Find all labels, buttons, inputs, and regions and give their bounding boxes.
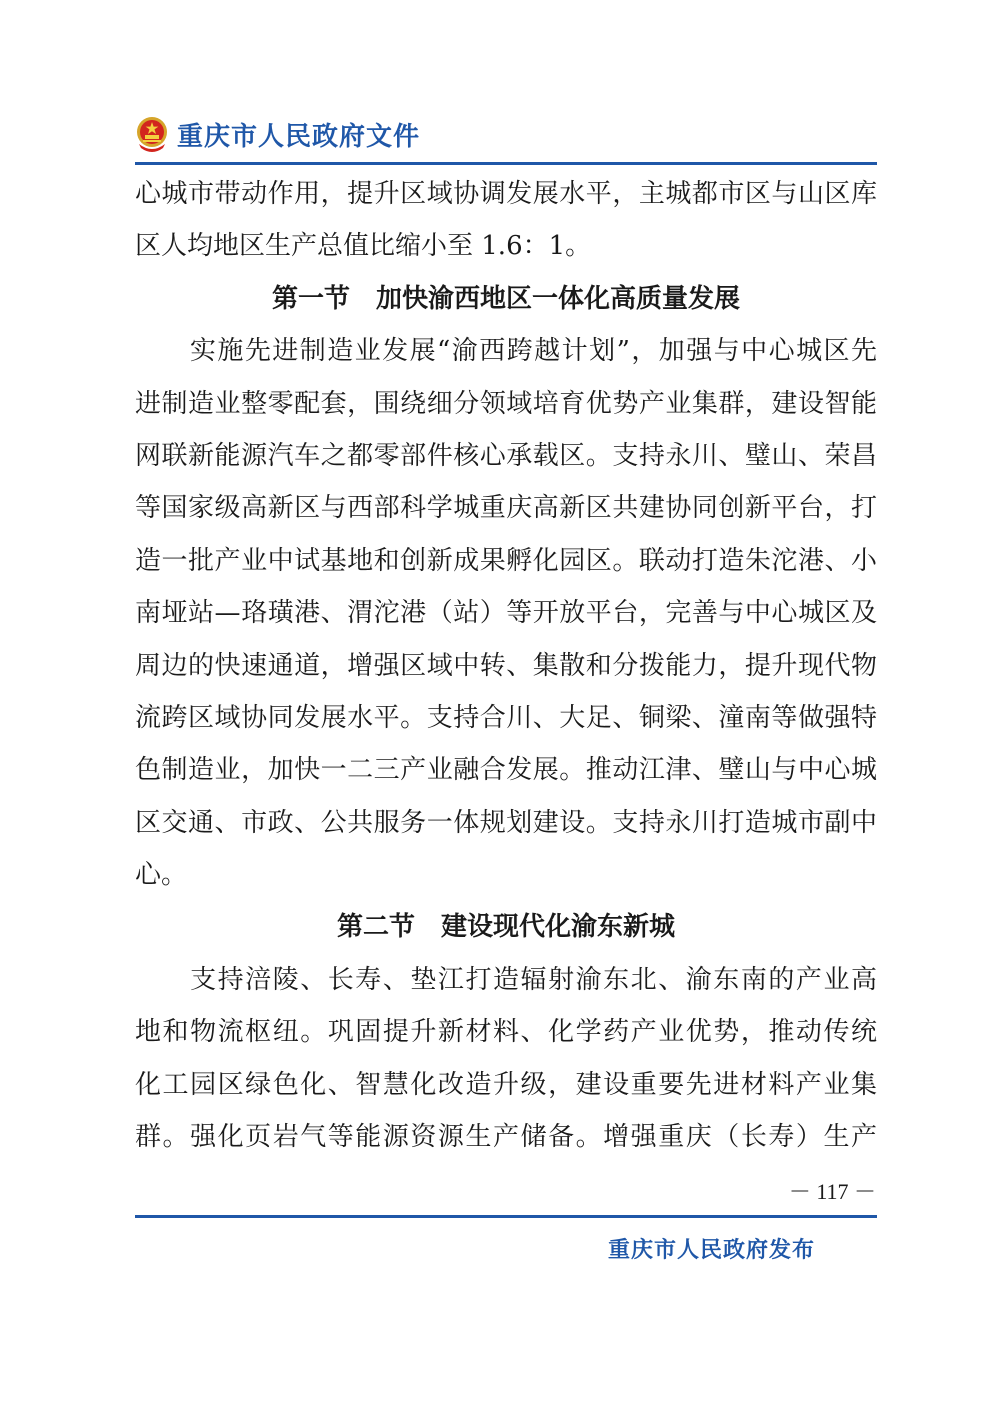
body-line: 区交通、市政、公共服务一体规划建设。支持永川打造城市副中 xyxy=(135,807,877,838)
document-header xyxy=(135,108,420,160)
header-title: 重庆市人民政府文件 xyxy=(177,121,421,152)
body-line: 色制造业，加快一二三产业融合发展。推动江津、璧山与中心城 xyxy=(135,755,877,786)
body-line: 群。强化页岩气等能源资源生产储备。增强重庆（长寿）生产 xyxy=(135,1122,877,1153)
body-line: 南垭站—珞璜港、渭沱港（站）等开放平台，完善与中心城区及 xyxy=(135,598,877,629)
body-line: 化工园区绿色化、智慧化改造升级，建设重要先进材料产业集 xyxy=(135,1069,877,1100)
header-divider xyxy=(135,162,877,165)
section-heading: 第二节 建设现代化渝东新城 xyxy=(336,912,675,943)
body-line: 进制造业整零配套，围绕细分领域培育优势产业集群，建设智能 xyxy=(135,388,877,419)
body-line: 等国家级高新区与西部科学城重庆高新区共建协同创新平台，打 xyxy=(135,493,877,524)
body-line: 心。 xyxy=(135,860,188,891)
national-emblem-icon xyxy=(135,114,169,154)
document-body xyxy=(135,168,877,1163)
footer-divider xyxy=(135,1215,877,1218)
body-line: 周边的快速通道，增强区域中转、集散和分拨能力，提升现代物 xyxy=(135,650,877,681)
body-line: 支持涪陵、长寿、垫江打造辐射渝东北、渝东南的产业高 xyxy=(135,964,877,995)
body-line: 流跨区域协同发展水平。支持合川、大足、铜梁、潼南等做强特 xyxy=(135,702,877,733)
body-line: 网联新能源汽车之都零部件核心承载区。支持永川、璧山、荣昌 xyxy=(135,440,877,471)
page-number: － 117 － xyxy=(788,1179,876,1204)
body-line: 心城市带动作用，提升区域协调发展水平，主城都市区与山区库 xyxy=(135,179,877,209)
body-line: 地和物流枢纽。巩固提升新材料、化学药产业优势，推动传统 xyxy=(135,1017,877,1048)
footer-publisher: 重庆市人民政府发布 xyxy=(607,1238,815,1263)
section-heading: 第一节 加快渝西地区一体化高质量发展 xyxy=(271,283,740,314)
body-line: 造一批产业中试基地和创新成果孵化园区。联动打造朱沱港、小 xyxy=(135,545,877,576)
body-line: 区人均地区生产总值比缩小至 1.6：1。 xyxy=(135,231,592,262)
body-line: 实施先进制造业发展“渝西跨越计划”，加强与中心城区先 xyxy=(135,336,877,367)
